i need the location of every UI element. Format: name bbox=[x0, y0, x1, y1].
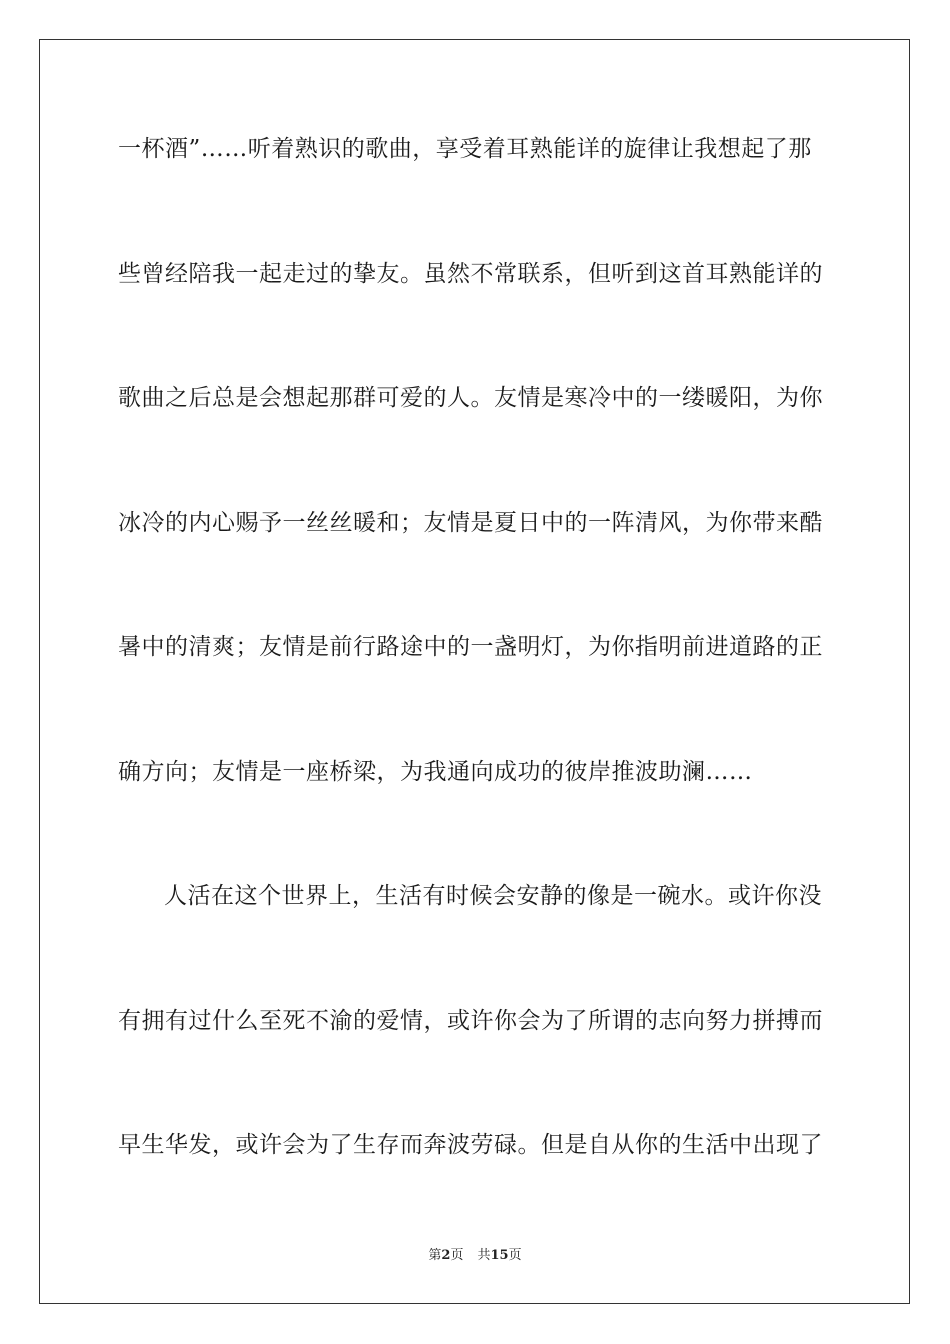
total-pages-suffix: 页 bbox=[508, 1248, 522, 1263]
paragraph-first-line: 人活在这个世界上，生活有时候会安静的像是一碗水。或许你没 bbox=[164, 883, 822, 909]
total-pages-number: 15 bbox=[490, 1248, 509, 1263]
total-pages-prefix: 共 bbox=[477, 1248, 491, 1263]
body-text-line: 有拥有过什么至死不渝的爱情，或许你会为了所谓的志向努力拼搏而 bbox=[118, 1008, 823, 1034]
body-text-line: 早生华发，或许会为了生存而奔波劳碌。但是自从你的生活中出现了 bbox=[118, 1132, 823, 1158]
current-page-number: 2 bbox=[441, 1248, 451, 1263]
body-text-line: 一杯酒”……听着熟识的歌曲，享受着耳熟能详的旋律让我想起了那 bbox=[118, 136, 812, 162]
body-text-line: 歌曲之后总是会想起那群可爱的人。友情是寒冷中的一缕暖阳，为你 bbox=[118, 385, 823, 411]
page-number-suffix: 页 bbox=[450, 1248, 464, 1263]
body-text-line: 些曾经陪我一起走过的挚友。虽然不常联系，但听到这首耳熟能详的 bbox=[118, 261, 823, 287]
body-text-line: 冰冷的内心赐予一丝丝暖和；友情是夏日中的一阵清风，为你带来酷 bbox=[118, 510, 823, 536]
body-text-line: 确方向；友情是一座桥梁，为我通向成功的彼岸推波助澜…… bbox=[118, 759, 753, 785]
body-text-line: 暑中的清爽；友情是前行路途中的一盏明灯，为你指明前进道路的正 bbox=[118, 634, 823, 660]
page-border bbox=[39, 39, 910, 1304]
page-footer bbox=[0, 1246, 950, 1266]
page-number-prefix: 第 bbox=[428, 1248, 442, 1263]
